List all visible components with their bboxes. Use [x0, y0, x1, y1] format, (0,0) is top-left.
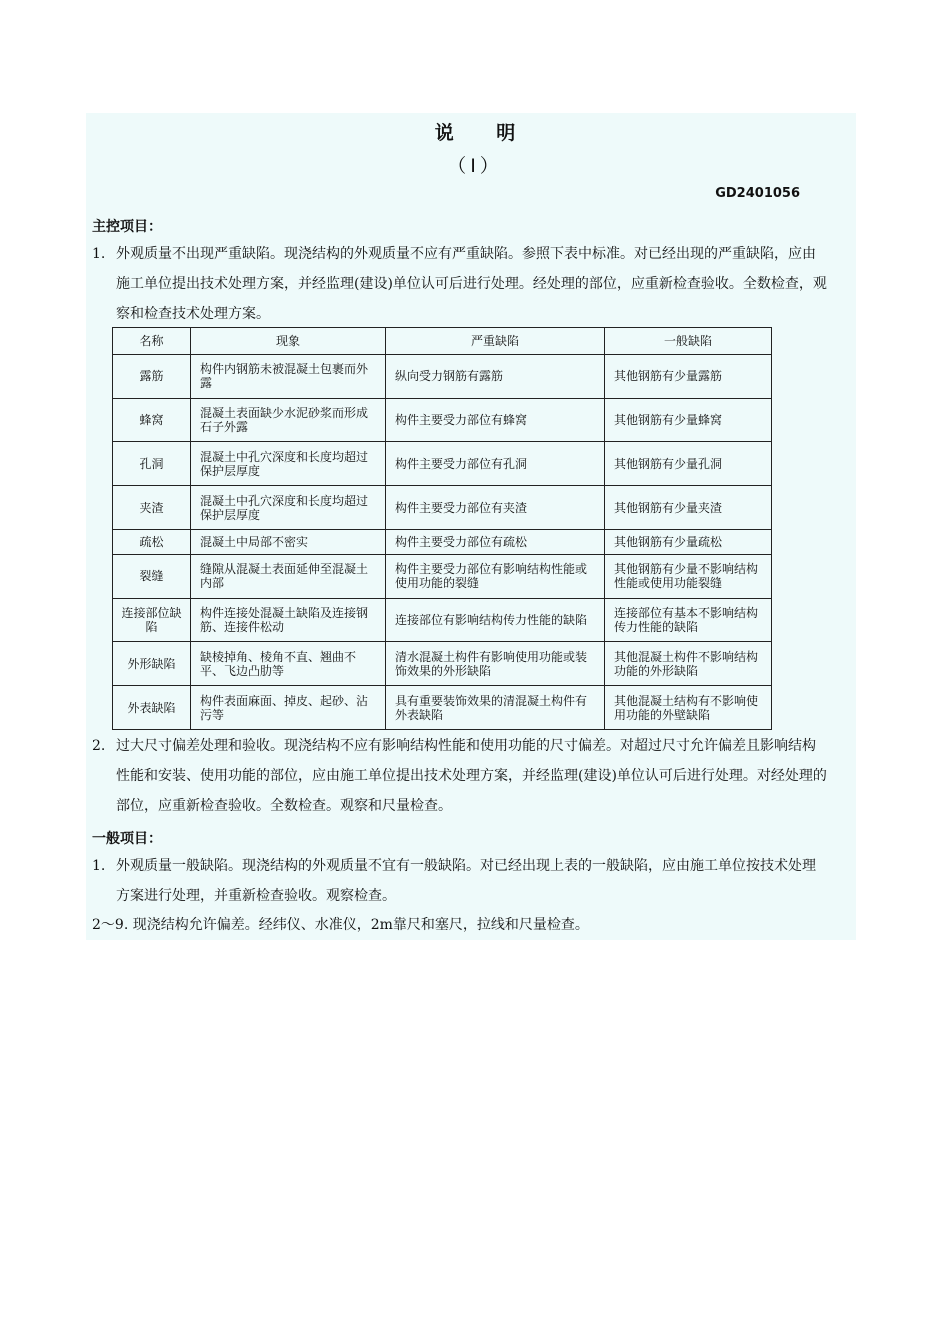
main-item-1-number: 1. — [92, 246, 106, 262]
table-row — [113, 442, 772, 486]
table-row — [113, 486, 772, 530]
table-row — [113, 598, 772, 642]
cell-phenomenon: 构件内钢筋未被混凝土包裹而外露 — [191, 355, 386, 399]
header-severe-defect: 严重缺陷 — [386, 328, 605, 355]
cell-name: 疏松 — [113, 529, 191, 554]
cell-name: 露筋 — [113, 355, 191, 399]
table-row — [113, 355, 772, 399]
table-row — [113, 555, 772, 599]
cell-general: 其他钢筋有少量不影响结构性能或使用功能裂缝 — [605, 555, 772, 599]
cell-phenomenon: 构件表面麻面、掉皮、起砂、沾污等 — [191, 686, 386, 730]
cell-general: 其他混凝土构件不影响结构功能的外形缺陷 — [605, 642, 772, 686]
cell-phenomenon: 混凝土中孔穴深度和长度均超过保护层厚度 — [191, 442, 386, 486]
cell-general: 其他钢筋有少量疏松 — [605, 529, 772, 554]
cell-general: 其他钢筋有少量露筋 — [605, 355, 772, 399]
table-row — [113, 398, 772, 442]
cell-general: 其他钢筋有少量蜂窝 — [605, 398, 772, 442]
cell-severe: 连接部位有影响结构传力性能的缺陷 — [386, 598, 605, 642]
main-item-2-text: 过大尺寸偏差处理和验收。现浇结构不应有影响结构性能和使用功能的尺寸偏差。对超过尺寸允许偏差且影响结构性能和安装、使用功能的部位，应由施工单位提出技术处理方案，并经监理(建设)单位认可后进行处理。对经处理的部位，应重新检查验收。全数检查。观察和尺量检查。 — [116, 738, 827, 814]
table-row — [113, 642, 772, 686]
cell-name: 孔洞 — [113, 442, 191, 486]
cell-severe: 具有重要装饰效果的清混凝土构件有外表缺陷 — [386, 686, 605, 730]
cell-general: 其他混凝土结构有不影响使用功能的外壁缺陷 — [605, 686, 772, 730]
cell-name: 裂缝 — [113, 555, 191, 599]
cell-name: 蜂窝 — [113, 398, 191, 442]
cell-general: 其他钢筋有少量孔洞 — [605, 442, 772, 486]
header-phenomenon: 现象 — [191, 328, 386, 355]
document-subtitle: （Ⅰ） — [447, 155, 503, 177]
cell-general: 连接部位有基本不影响结构传力性能的缺陷 — [605, 598, 772, 642]
cell-phenomenon: 缺棱掉角、棱角不直、翘曲不平、飞边凸肋等 — [191, 642, 386, 686]
cell-general: 其他钢筋有少量夹渣 — [605, 486, 772, 530]
document-title: 说 明 — [434, 122, 534, 144]
cell-phenomenon: 混凝土表面缺少水泥砂浆而形成石子外露 — [191, 398, 386, 442]
cell-severe: 纵向受力钢筋有露筋 — [386, 355, 605, 399]
table-row — [113, 529, 772, 554]
cell-phenomenon: 混凝土中孔穴深度和长度均超过保护层厚度 — [191, 486, 386, 530]
general-item-1-text: 外观质量一般缺陷。现浇结构的外观质量不宜有一般缺陷。对已经出现上表的一般缺陷，应由施工单位按技术处理方案进行处理，并重新检查验收。观察检查。 — [116, 858, 816, 904]
table-row — [113, 686, 772, 730]
cell-name: 夹渣 — [113, 486, 191, 530]
cell-phenomenon: 构件连接处混凝土缺陷及连接钢筋、连接件松动 — [191, 598, 386, 642]
cell-name: 外表缺陷 — [113, 686, 191, 730]
general-item-2: 2～9. 现浇结构允许偏差。经纬仪、水准仪，2m靠尺和塞尺，拉线和尺量检查。 — [92, 917, 589, 933]
cell-severe: 构件主要受力部位有蜂窝 — [386, 398, 605, 442]
defect-table — [112, 327, 772, 730]
general-items-heading: 一般项目： — [92, 831, 162, 847]
header-general-defect: 一般缺陷 — [605, 328, 772, 355]
general-item-1-number: 1. — [92, 858, 106, 874]
document-code: GD2401056 — [715, 186, 800, 201]
cell-name: 外形缺陷 — [113, 642, 191, 686]
cell-name: 连接部位缺陷 — [113, 598, 191, 642]
cell-severe: 清水混凝土构件有影响使用功能或装饰效果的外形缺陷 — [386, 642, 605, 686]
main-item-1-text: 外观质量不出现严重缺陷。现浇结构的外观质量不应有严重缺陷。参照下表中标准。对已经出现的严重缺陷，应由施工单位提出技术处理方案，并经监理(建设)单位认可后进行处理。经处理的部位，应重新检查验收。全数检查，观察和检查技术处理方案。 — [116, 246, 827, 322]
main-item-2-number: 2. — [92, 738, 106, 754]
cell-severe: 构件主要受力部位有影响结构性能或使用功能的裂缝 — [386, 555, 605, 599]
table-header-row — [113, 328, 772, 355]
cell-severe: 构件主要受力部位有孔洞 — [386, 442, 605, 486]
header-name: 名称 — [113, 328, 191, 355]
cell-severe: 构件主要受力部位有夹渣 — [386, 486, 605, 530]
cell-phenomenon: 混凝土中局部不密实 — [191, 529, 386, 554]
main-items-heading: 主控项目： — [92, 219, 162, 235]
cell-severe: 构件主要受力部位有疏松 — [386, 529, 605, 554]
cell-phenomenon: 缝隙从混凝土表面延伸至混凝土内部 — [191, 555, 386, 599]
